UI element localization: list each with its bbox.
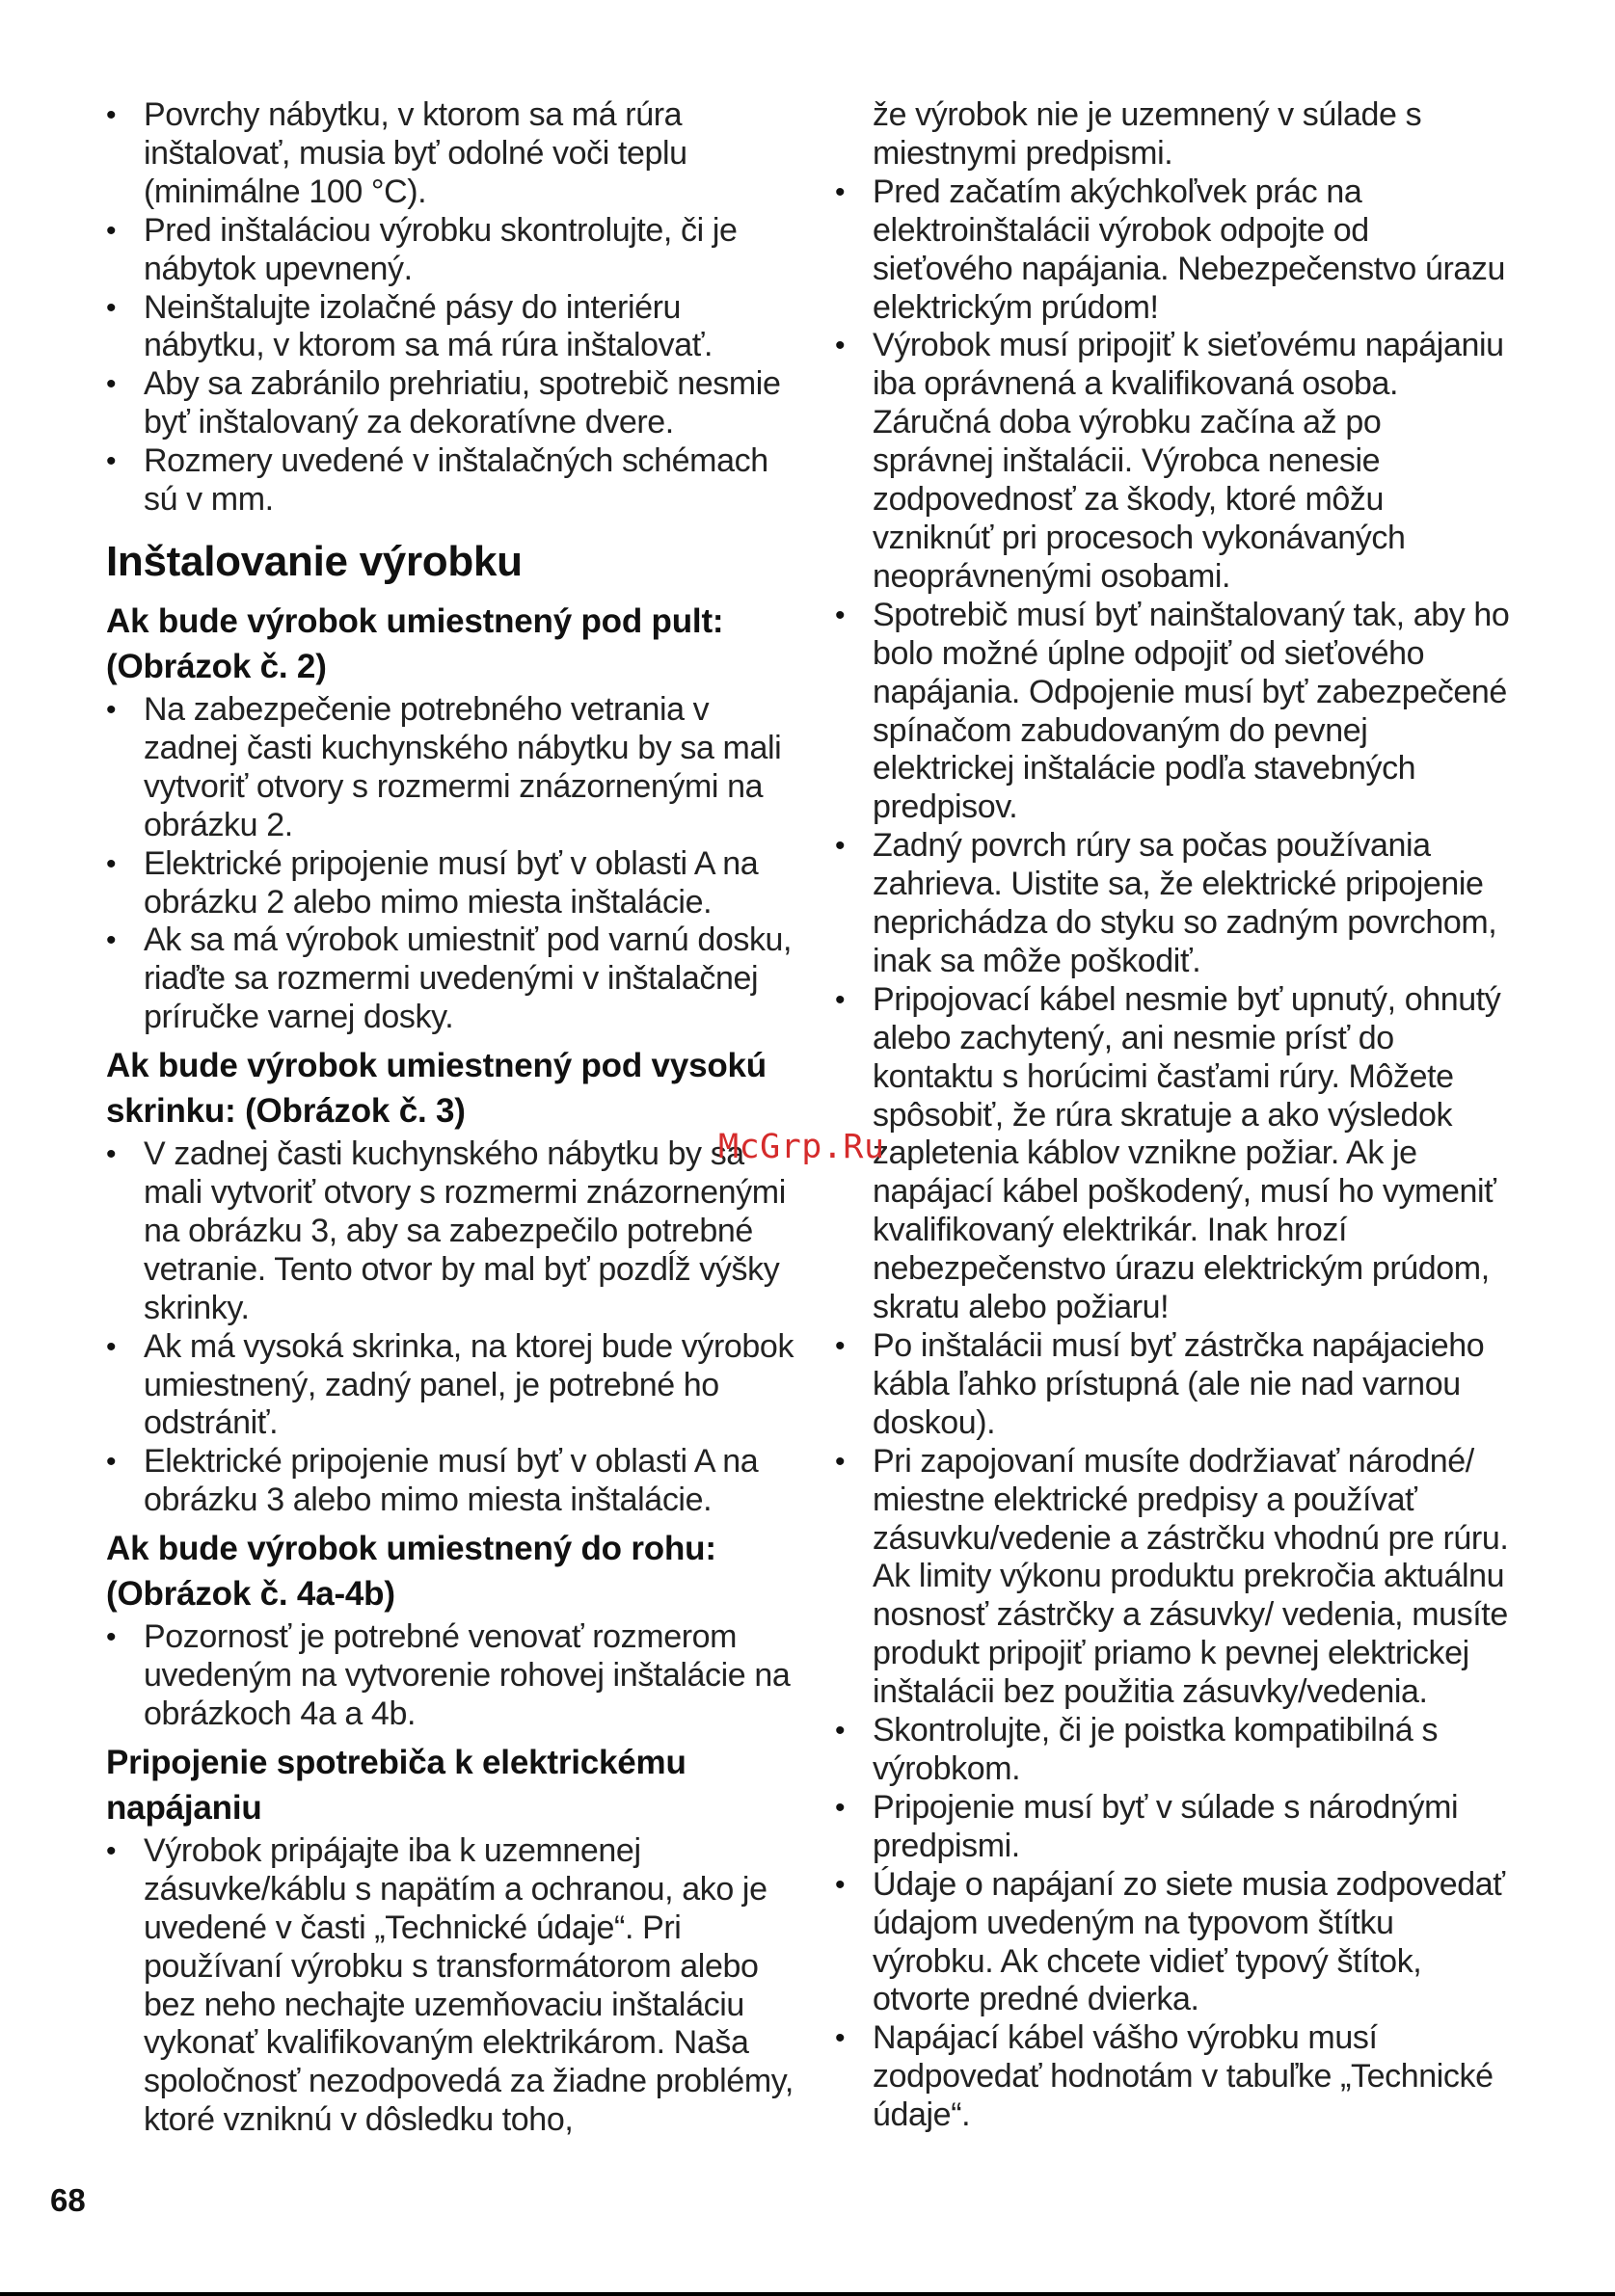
- electrical-bullet-list-continued: [835, 174, 1510, 2135]
- list-item: • Výrobok pripájajte iba k uzemnenej zásuvke/káblu s napätím a ochranou, ako je uvedené v časti „Technické údaje“. Pri používaní výrobku s transformátorom alebo bez neho nechajte uzemňovaciu inštaláciu vykonať kvalifikovaným elektrikárom. Naša spoločnosť nezodpovedá za žiadne problémy, ktoré vzniknú v dôsledku toho,: [106, 1832, 800, 2140]
- list-item: • Pred začatím akýchkoľvek prác na elektroinštalácii výrobok odpojte od sieťového napájania. Nebezpečenstvo úrazu elektrickým prúdom!: [835, 174, 1510, 328]
- under-counter-bullet-list: [106, 691, 800, 1037]
- list-item: • Povrchy nábytku, v ktorom sa má rúra inštalovať, musia byť odolné voči teplu (minimálne 100 °C).: [106, 96, 800, 212]
- subsection-title-corner: Ak bude výrobok umiestnený do rohu: (Obrázok č. 4a-4b): [106, 1530, 716, 1614]
- tall-cabinet-bullet-list: [106, 1135, 800, 1520]
- intro-bullet-list: [106, 96, 800, 520]
- list-item: • Spotrebič musí byť nainštalovaný tak, aby ho bolo možné úplne odpojiť od sieťového napájania. Odpojenie musí byť zabezpečené spínačom zabudovaným do pevnej elektrickej inštalácie podľa stavebných predpisov.: [835, 597, 1510, 827]
- list-item: • Elektrické pripojenie musí byť v oblasti A na obrázku 2 alebo mimo miesta inštalácie.: [106, 845, 800, 922]
- subsection-title-tall-cabinet: Ak bude výrobok umiestnený pod vysokú skrinku: (Obrázok č. 3): [106, 1047, 767, 1131]
- list-item: • Skontrolujte, či je poistka kompatibilná s výrobkom.: [835, 1712, 1510, 1789]
- electrical-bullet-list: [106, 1832, 800, 2140]
- list-item: • Elektrické pripojenie musí byť v oblasti A na obrázku 3 alebo mimo miesta inštalácie.: [106, 1443, 800, 1520]
- list-item: • Rozmery uvedené v inštalačných schémach sú v mm.: [106, 442, 800, 520]
- subsection-title-under-counter: Ak bude výrobok umiestnený pod pult: (Obrázok č. 2): [106, 601, 724, 685]
- list-item: • Napájací kábel vášho výrobku musí zodpovedať hodnotám v tabuľke „Technické údaje“.: [835, 2019, 1510, 2135]
- list-item: • Pripojovací kábel nesmie byť upnutý, ohnutý alebo zachytený, ani nesmie prísť do kontaktu s horúcimi časťami rúry. Môžete spôsobiť, že rúra skratuje a ako výsledok zapletenia káblov vznikne požiar. Ak je napájací kábel poškodený, musí ho vymeniť kvalifikovaný elektrikár. Inak hrozí nebezpečenstvo úrazu elektrickým prúdom, skratu alebo požiaru!: [835, 981, 1510, 1327]
- continued-paragraph: že výrobok nie je uzemnený v súlade s miestnymi predpismi.: [873, 96, 1422, 172]
- corner-bullet-list: [106, 1618, 800, 1734]
- list-item: • Na zabezpečenie potrebného vetrania v zadnej časti kuchynského nábytku by sa mali vytvoriť otvory s rozmermi znázornenými na obrázku 2.: [106, 691, 800, 845]
- list-item: • Pred inštaláciou výrobku skontrolujte, či je nábytok upevnený.: [106, 212, 800, 289]
- list-item: • Ak sa má výrobok umiestniť pod varnú dosku, riaďte sa rozmermi uvedenými v inštalačnej príručke varnej dosky.: [106, 921, 800, 1037]
- page-number: 68: [50, 2182, 86, 2218]
- list-item: • Pozornosť je potrebné venovať rozmerom uvedeným na vytvorenie rohovej inštalácie na obrázkoch 4a a 4b.: [106, 1618, 800, 1734]
- list-item: • Neinštalujte izolačné pásy do interiéru nábytku, v ktorom sa má rúra inštalovať.: [106, 289, 800, 366]
- bottom-rule: [0, 2292, 1615, 2296]
- section-title: Inštalovanie výrobku: [106, 537, 523, 585]
- list-item: • Po inštalácii musí byť zástrčka napájacieho kábla ľahko prístupná (ale nie nad varnou doskou).: [835, 1327, 1510, 1443]
- subsection-title-electrical: Pripojenie spotrebiča k elektrickému napájaniu: [106, 1743, 686, 1827]
- list-item: • Údaje o napájaní zo siete musia zodpovedať údajom uvedeným na typovom štítku výrobku. Ak chcete vidieť typový štítok, otvorte predné dvierka.: [835, 1866, 1510, 2020]
- list-item: • Zadný povrch rúry sa počas používania zahrieva. Uistite sa, že elektrické pripojenie neprichádza do styku so zadným povrchom, inak sa môže poškodiť.: [835, 827, 1510, 981]
- list-item: • Pripojenie musí byť v súlade s národnými predpismi.: [835, 1789, 1510, 1866]
- list-item: • V zadnej časti kuchynského nábytku by sa mali vytvoriť otvory s rozmermi znázornenými na obrázku 3, aby sa zabezpečilo potrebné vetranie. Tento otvor by mal byť pozdĺž výšky skrinky.: [106, 1135, 800, 1328]
- list-item: • Pri zapojovaní musíte dodržiavať národné/ miestne elektrické predpisy a používať zásuvku/vedenie a zástrčku vhodnú pre rúru. Ak limity výkonu produktu prekročia aktuálnu nosnosť zástrčky a zásuvky/ vedenia, musíte produkt pripojiť priamo k pevnej elektrickej inštalácii bez použitia zásuvky/vedenia.: [835, 1443, 1510, 1712]
- right-column: [835, 96, 1510, 2135]
- list-item: • Výrobok musí pripojiť k sieťovému napájaniu iba oprávnená a kvalifikovaná osoba. Záručná doba výrobku začína až po správnej inštalácii. Výrobca nenesie zodpovednosť za škody, ktoré môžu vzniknúť pri procesoch vykonávaných neoprávnenými osobami.: [835, 327, 1510, 596]
- watermark: McGrp.Ru: [718, 1128, 885, 1166]
- left-column: [106, 96, 800, 2140]
- list-item: • Aby sa zabránilo prehriatiu, spotrebič nesmie byť inštalovaný za dekoratívne dvere.: [106, 365, 800, 442]
- list-item: • Ak má vysoká skrinka, na ktorej bude výrobok umiestnený, zadný panel, je potrebné ho odstrániť.: [106, 1328, 800, 1444]
